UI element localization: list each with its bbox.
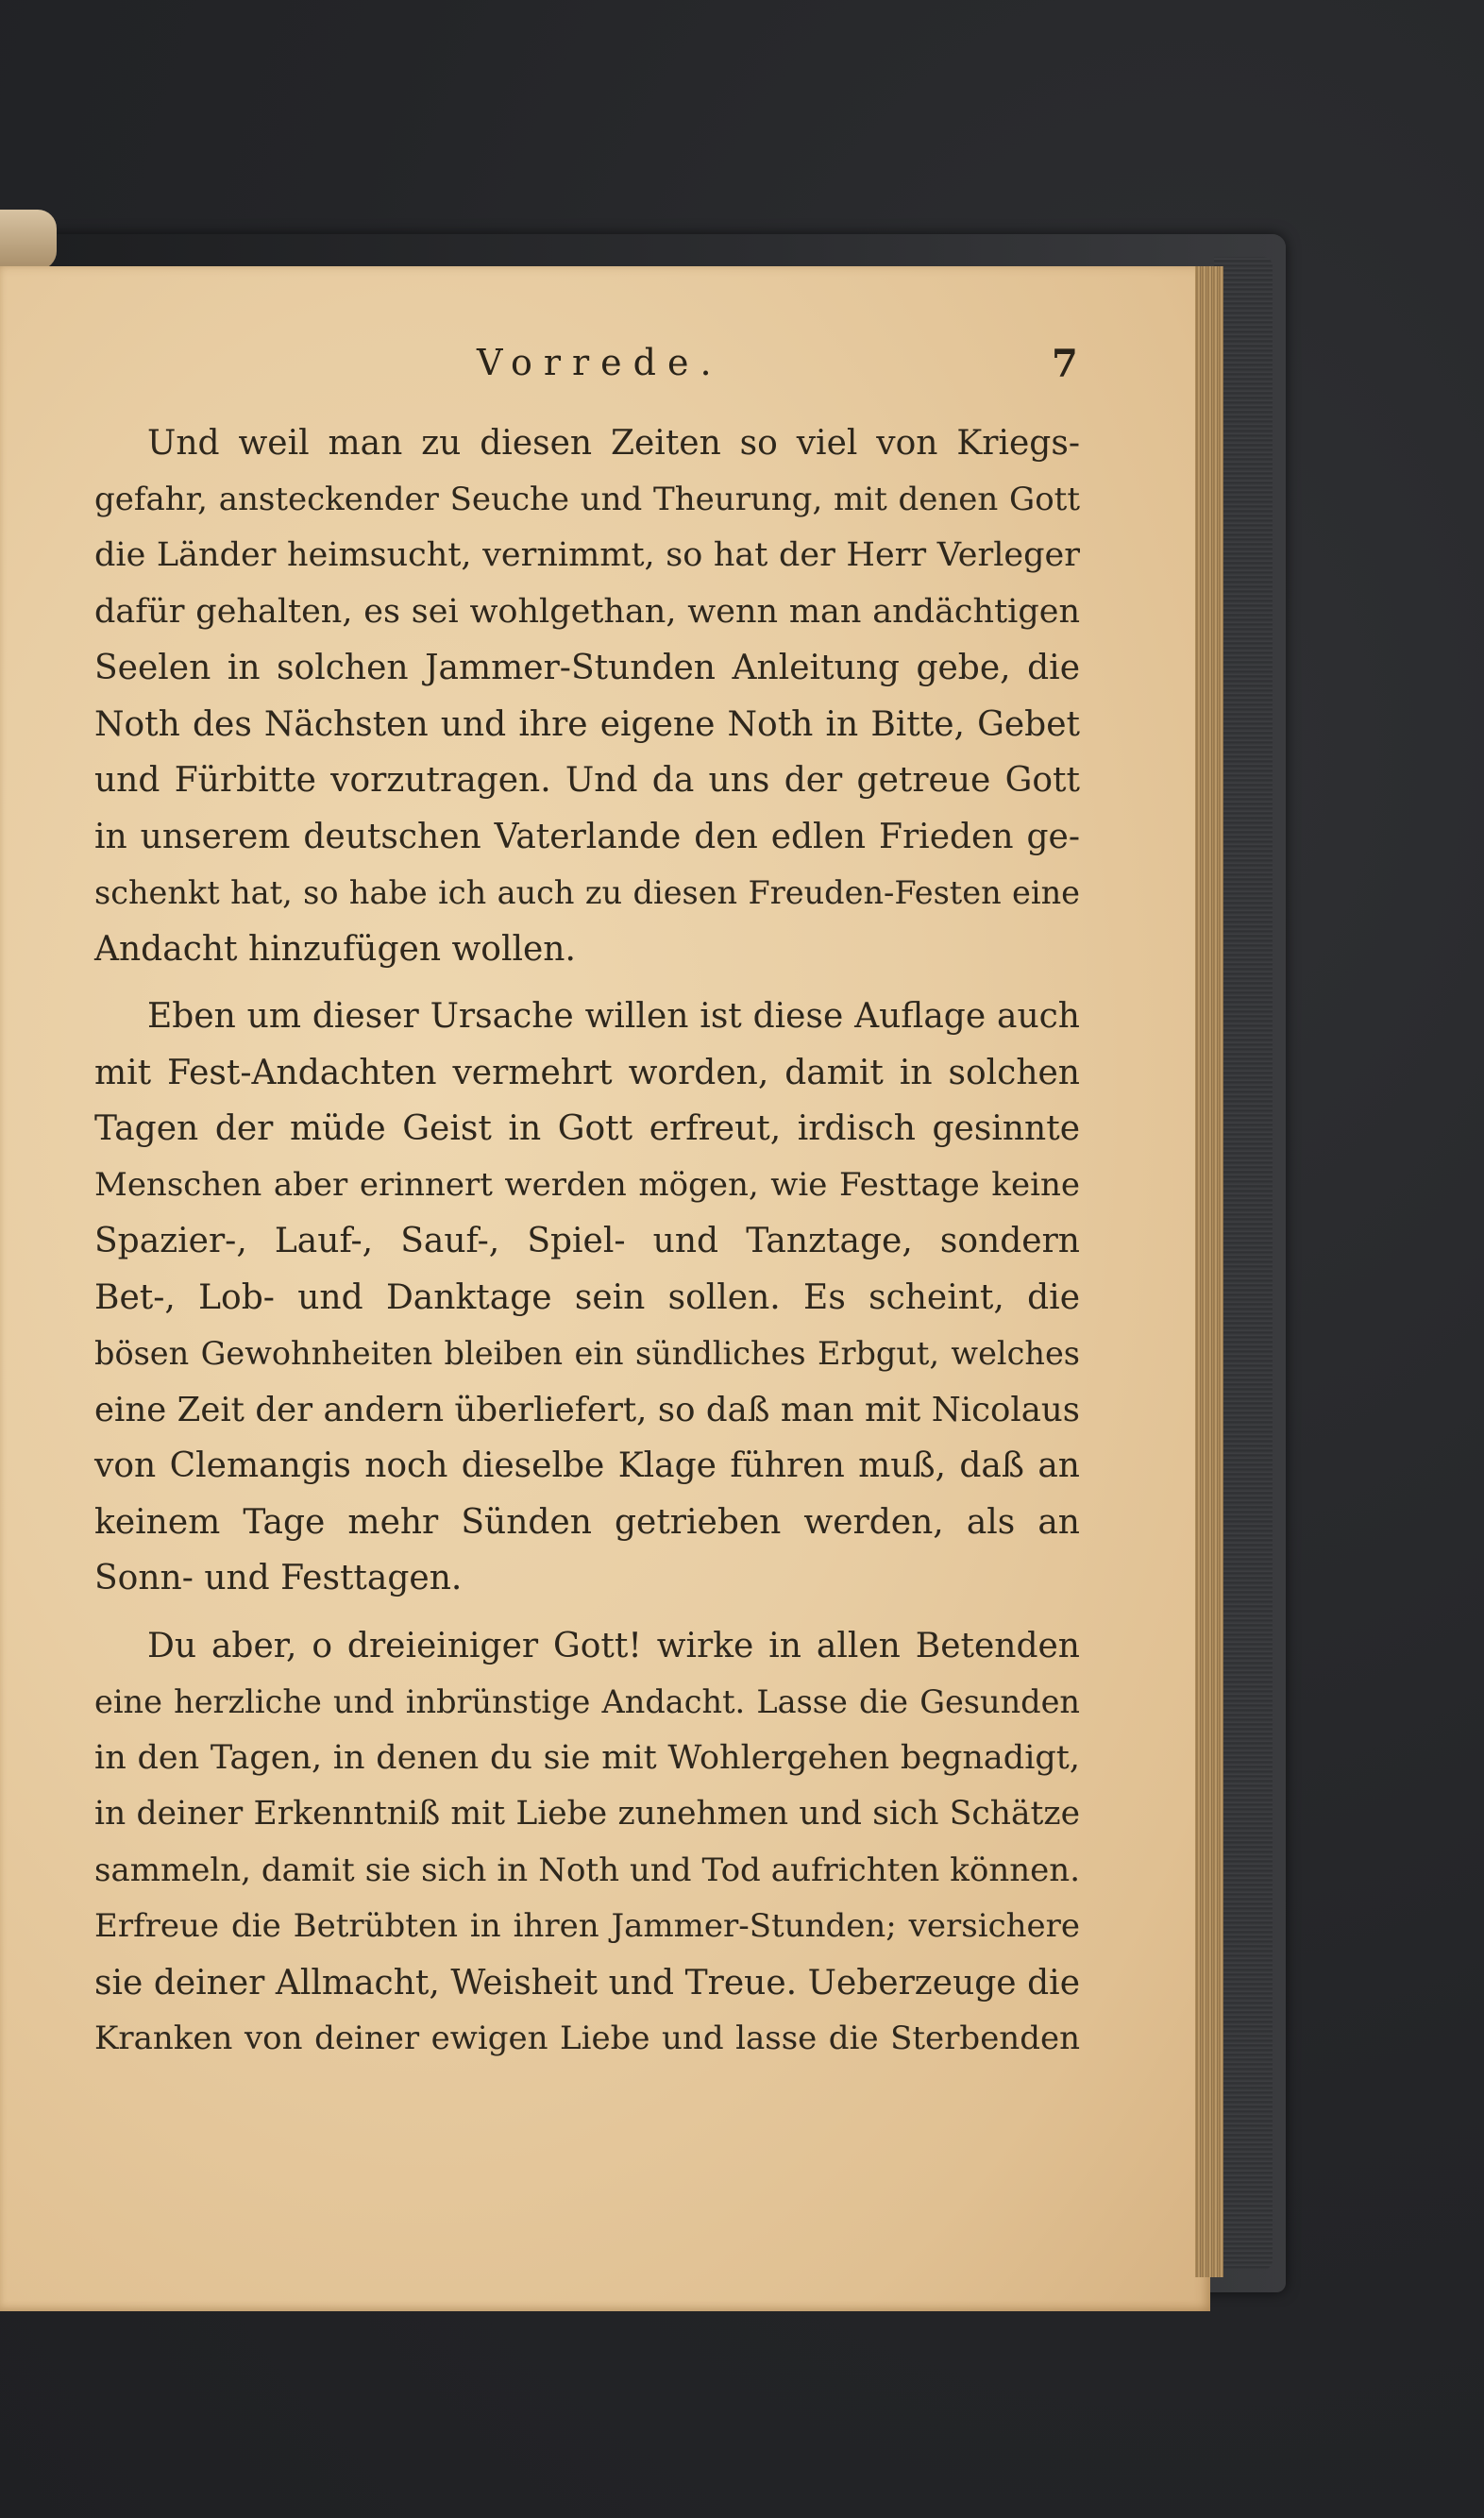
page-number: 7 <box>1052 342 1078 386</box>
paragraph-3 <box>94 1618 1080 2068</box>
text-line: bösen Gewohnheiten bleiben ein sündliches Erbgut, welches <box>94 1335 1080 1372</box>
paragraph-2 <box>94 989 1080 1607</box>
text-line: und Fürbitte vorzutragen. Und da uns der getreue Gott <box>94 761 1080 800</box>
text-line: Spazier-, Lauf-, Sauf-, Spiel- und Tanztage, sondern <box>94 1222 1080 1260</box>
text-line: von Clemangis noch dieselbe Klage führen muß, daß an <box>94 1446 1080 1485</box>
text-line: Bet-, Lob- und Danktage sein sollen. Es scheint, die <box>94 1277 1080 1317</box>
text-line: schenkt hat, so habe ich auch zu diesen Freuden-Festen eine <box>94 874 1080 911</box>
text-line: sammeln, damit sie sich in Noth und Tod aufrichten können. <box>94 1850 1080 1889</box>
text-line: eine herzliche und inbrünstige Andacht. Lasse die Gesunden <box>94 1683 1080 1720</box>
page-header <box>0 342 1210 398</box>
text-line: sie deiner Allmacht, Weisheit und Treue. Ueberzeuge die <box>94 1963 1080 2003</box>
text-line: dafür gehalten, es sei wohlgethan, wenn man andächtigen <box>94 592 1080 631</box>
text-line: Menschen aber erinnert werden mögen, wie Festtage keine <box>94 1165 1080 1204</box>
text-line: die Länder heimsucht, vernimmt, so hat der Herr Verleger <box>94 536 1080 574</box>
text-line: Tagen der müde Geist in Gott erfreut, irdisch gesinnte <box>94 1109 1080 1148</box>
paragraph-1 <box>94 415 1080 977</box>
text-line: in deiner Erkenntniß mit Liebe zunehmen und sich Schätze <box>94 1795 1080 1833</box>
text-line: eine Zeit der andern überliefert, so daß man mit Nicolaus <box>94 1390 1080 1429</box>
text-line: Kranken von deiner ewigen Liebe und lasse die Sterbenden <box>94 2019 1080 2057</box>
running-head: Vorrede. <box>477 342 723 383</box>
text-line: in unserem deutschen Vaterlande den edlen Frieden ge- <box>94 817 1080 856</box>
text-line: Sonn- und Festtagen. <box>94 1559 463 1597</box>
text-line: gefahr, ansteckender Seuche und Theurung, mit denen Gott <box>94 480 1080 518</box>
page-edges <box>1195 266 1223 2277</box>
text-line: in den Tagen, in denen du sie mit Wohlergehen begnadigt, <box>94 1738 1080 1777</box>
book-page <box>0 266 1210 2311</box>
text-block <box>94 415 1080 2079</box>
text-line: Noth des Nächsten und ihre eigene Noth in Bitte, Gebet <box>94 704 1080 744</box>
text-line: Du aber, o dreieiniger Gott! wirke in allen Betenden <box>147 1626 1080 1665</box>
text-line: Seelen in solchen Jammer-Stunden Anleitung gebe, die <box>94 649 1080 687</box>
text-line: Erfreue die Betrübten in ihren Jammer-Stunden; versichere <box>94 1907 1080 1945</box>
text-line: mit Fest-Andachten vermehrt worden, damit in solchen <box>94 1053 1080 1092</box>
text-line: Und weil man zu diesen Zeiten so viel von Kriegs- <box>147 424 1080 463</box>
text-line: Andacht hinzufügen wollen. <box>94 929 576 969</box>
spine-thread <box>0 210 57 270</box>
text-line: keinem Tage mehr Sünden getrieben werden, als an <box>94 1502 1080 1542</box>
text-line: Eben um dieser Ursache willen ist diese Auflage auch <box>147 997 1080 1036</box>
